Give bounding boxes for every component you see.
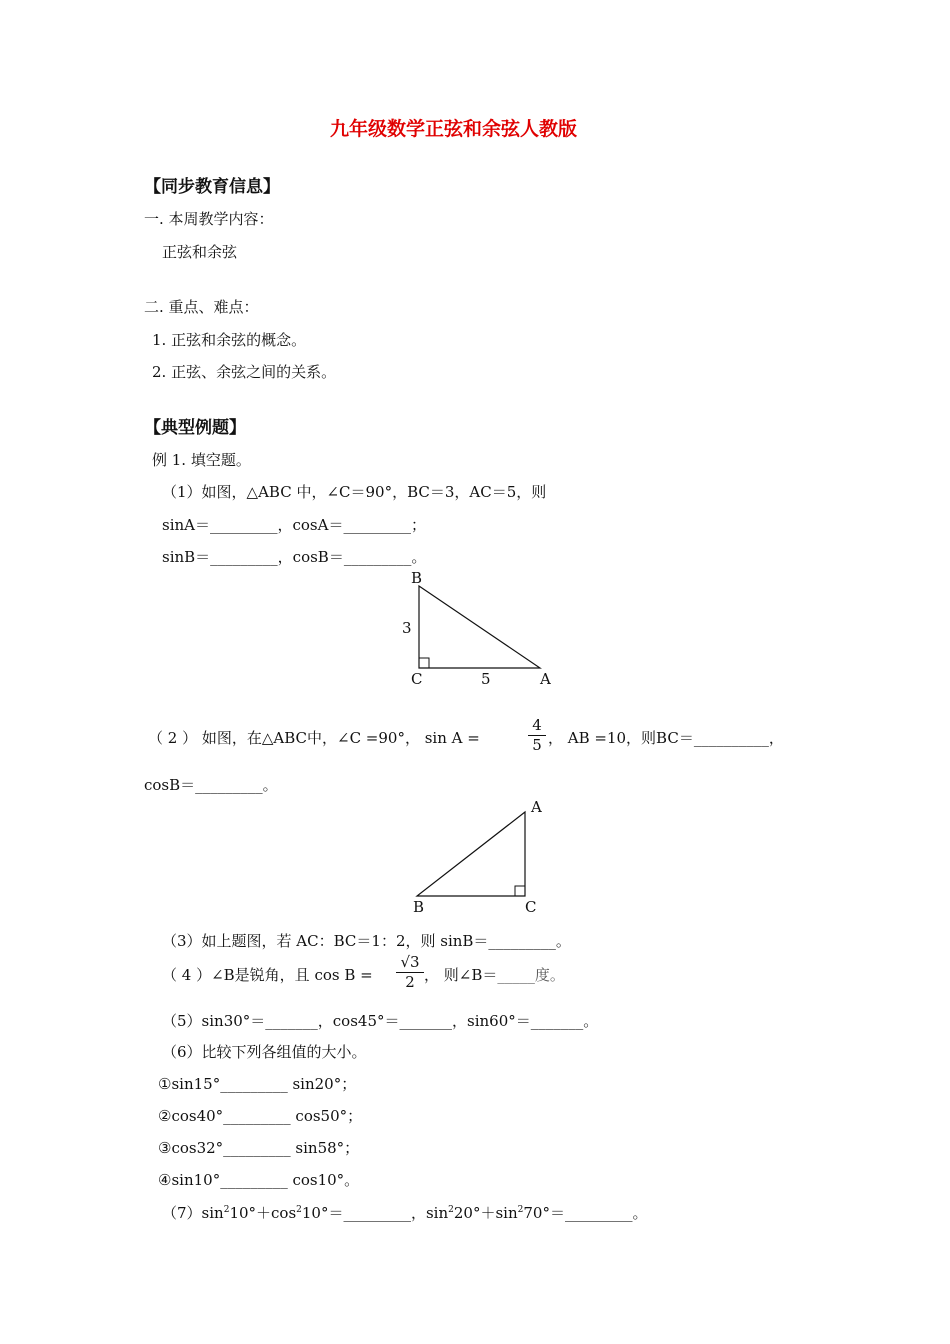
q2-prefix: （ 2 ） 如图，在△ABC中，∠C =90°， sin A = <box>148 729 480 747</box>
q4-fraction <box>396 955 424 990</box>
q1-line-b: sinB＝_________，cosB＝_________。 <box>162 548 427 566</box>
q5: （5）sin30°＝_______，cos45°＝_______，sin60°＝_______。 <box>162 1012 599 1030</box>
q1-stem: （1）如图，△ABC 中，∠C＝90°，BC＝3，AC＝5，则 <box>162 483 547 501</box>
figure-1-triangle <box>395 565 565 695</box>
q2-fraction-denominator: 5 <box>532 736 542 754</box>
q3: （3）如上题图，若 AC：BC＝1：2，则 sinB＝_________。 <box>162 932 571 950</box>
fig2-label-b: B <box>413 898 425 916</box>
q1-line-a: sinA＝_________，cosA＝_________； <box>162 516 426 534</box>
fig2-right-angle-mark <box>515 886 525 896</box>
q7-part-4: 20°＋sin <box>453 1204 518 1222</box>
q7-part-2: 10°＋cos <box>229 1204 297 1222</box>
q7 <box>162 1206 647 1221</box>
fig1-side-ac: 5 <box>481 670 491 688</box>
keypoint-2: 2. 正弦、余弦之间的关系。 <box>152 363 337 381</box>
q2-fraction <box>528 718 546 753</box>
fig1-triangle-shape <box>419 586 540 668</box>
q4-rest <box>424 968 565 983</box>
keypoint-1: 1. 正弦和余弦的概念。 <box>152 331 307 349</box>
q4-middle: ， 则∠B＝ <box>424 966 498 984</box>
content-text: 正弦和余弦 <box>162 243 238 261</box>
q6-item-1: ①sin15°_________ sin20°； <box>158 1075 357 1093</box>
section-heading-sync-info: 【同步教育信息】 <box>144 177 280 197</box>
q7-sup-2: 2 <box>296 1205 302 1215</box>
keypoints-label: 二. 重点、难点： <box>144 298 259 316</box>
q6-item-4: ④sin10°_________ cos10°。 <box>158 1171 360 1189</box>
q4-fraction-denominator: 2 <box>405 973 415 991</box>
q6-item-2: ②cos40°_________ cos50°； <box>158 1107 363 1125</box>
fig1-label-c: C <box>411 670 423 688</box>
q4-blank: _____ <box>497 966 535 984</box>
q2-fraction-numerator: 4 <box>532 716 542 734</box>
fig2-label-c: C <box>525 898 537 916</box>
q7-part-5: 70°＝_________。 <box>523 1204 648 1222</box>
content-label: 一. 本周教学内容： <box>144 210 274 228</box>
q7-sup-4: 2 <box>517 1205 524 1215</box>
q7-part-1: （7）sin <box>162 1204 224 1222</box>
q7-sup-1: 2 <box>223 1205 230 1215</box>
fig1-label-b: B <box>411 569 423 587</box>
page-title: 九年级数学正弦和余弦人教版 <box>330 118 578 140</box>
figure-2-triangle <box>405 795 555 920</box>
q6-item-3: ③cos32°_________ sin58°； <box>158 1139 360 1157</box>
q6-stem: （6）比较下列各组值的大小。 <box>162 1043 367 1061</box>
q2-suffix: ， AB =10，则BC＝__________， <box>548 729 784 747</box>
q4-fraction-numerator: √3 <box>400 953 420 971</box>
q4-suffix: 度。 <box>534 966 565 984</box>
q7-part-3: 10°＝_________，sin <box>301 1204 449 1222</box>
section-heading-examples: 【典型例题】 <box>144 418 246 438</box>
q2-line-b: cosB＝_________。 <box>144 776 278 794</box>
fig1-side-bc: 3 <box>402 619 412 637</box>
q7-sup-3: 2 <box>448 1205 454 1215</box>
fig2-triangle-shape <box>417 812 525 896</box>
fig1-label-a: A <box>540 670 551 688</box>
example-1-label: 例 1. 填空题。 <box>152 451 251 469</box>
fig2-label-a: A <box>531 798 542 816</box>
q4-prefix: （ 4 ）∠B是锐角，且 cos B = <box>162 966 373 984</box>
fig1-right-angle-mark <box>419 658 429 668</box>
